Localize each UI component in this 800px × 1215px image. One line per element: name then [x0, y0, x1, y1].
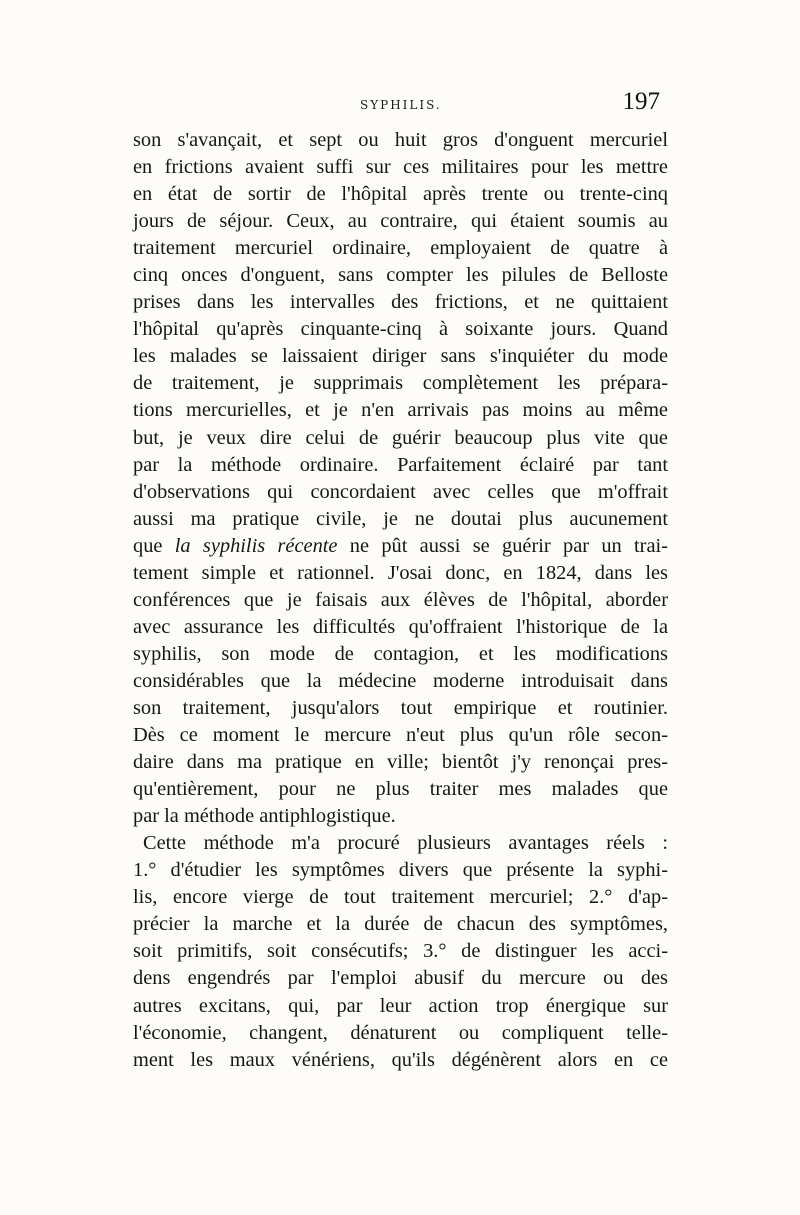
text-line: considérables que la médecine moderne introduisait dans: [133, 669, 668, 692]
text-line: qu'entièrement, pour ne plus traiter mes malades que: [133, 778, 668, 801]
text-line: de traitement, je supprimais complètement les prépara-: [133, 372, 668, 395]
text-line: lis, encore vierge de tout traitement mercuriel; 2.° d'ap-: [133, 886, 668, 909]
text-line: soit primitifs, soit consécutifs; 3.° de distinguer les acci-: [133, 940, 668, 963]
text-line: tement simple et rationnel. J'osai donc, en 1824, dans les: [133, 561, 668, 584]
text-line: dens engendrés par l'emploi abusif du mercure ou des: [133, 967, 668, 990]
body-text: [133, 127, 668, 1074]
italic-phrase: la syphilis récente: [174, 534, 338, 557]
running-title: SYPHILIS.: [360, 98, 442, 112]
text-line: aussi ma pratique civile, je ne doutai plus aucunement: [133, 507, 668, 530]
text-line: syphilis, son mode de contagion, et les modifications: [133, 642, 668, 665]
text-line: l'hôpital qu'après cinquante-cinq à soixante jours. Quand: [133, 318, 668, 341]
text-line: Dès ce moment le mercure n'eut plus qu'un rôle secon-: [133, 724, 668, 747]
text-line: son traitement, jusqu'alors tout empirique et routinier.: [133, 696, 668, 719]
text-line: son s'avançait, et sept ou huit gros d'onguent mercuriel: [133, 129, 668, 151]
text-line-with-italic: [133, 533, 668, 560]
text-line: Cette méthode m'a procuré plusieurs avantages réels :: [143, 832, 668, 855]
text-line: tions mercurielles, et je n'en arrivais pas moins au même: [133, 399, 668, 422]
text-line: conférences que je faisais aux élèves de l'hôpital, aborder: [133, 588, 668, 611]
text-line: précier la marche et la durée de chacun des symptômes,: [133, 913, 668, 936]
text-line: en état de sortir de l'hôpital après trente ou trente-cinq: [133, 183, 668, 206]
text-line: daire dans ma pratique en ville; bientôt j'y renonçai pres-: [133, 751, 668, 774]
text-line: ment les maux vénériens, qu'ils dégénèrent alors en ce: [133, 1048, 668, 1071]
text-line: jours de séjour. Ceux, au contraire, qui étaient soumis au: [133, 210, 668, 233]
page-header: [130, 86, 660, 126]
text-segment: ne pût aussi se guérir par un trai-: [337, 534, 668, 557]
text-segment: que: [133, 534, 175, 557]
text-line: par la méthode antiphlogistique.: [133, 805, 396, 828]
text-line: but, je veux dire celui de guérir beaucoup plus vite que: [133, 426, 668, 449]
text-line: cinq onces d'onguent, sans compter les pilules de Belloste: [133, 264, 668, 287]
text-line: par la méthode ordinaire. Parfaitement éclairé par tant: [133, 453, 668, 476]
text-line: prises dans les intervalles des frictions, et ne quittaient: [133, 291, 668, 314]
text-line: avec assurance les difficultés qu'offraient l'historique de la: [133, 615, 668, 638]
text-line: l'économie, changent, dénaturent ou compliquent telle-: [133, 1021, 668, 1044]
text-line: traitement mercuriel ordinaire, employaient de quatre à: [133, 237, 668, 260]
text-line: d'observations qui concordaient avec celles que m'offrait: [133, 480, 668, 503]
text-line: 1.° d'étudier les symptômes divers que présente la syphi-: [133, 859, 668, 882]
text-line: autres excitans, qui, par leur action trop énergique sur: [133, 994, 668, 1017]
text-line: les malades se laissaient diriger sans s'inquiéter du mode: [133, 345, 668, 368]
page-number: 197: [622, 88, 660, 115]
text-line: en frictions avaient suffi sur ces militaires pour les mettre: [133, 156, 668, 179]
